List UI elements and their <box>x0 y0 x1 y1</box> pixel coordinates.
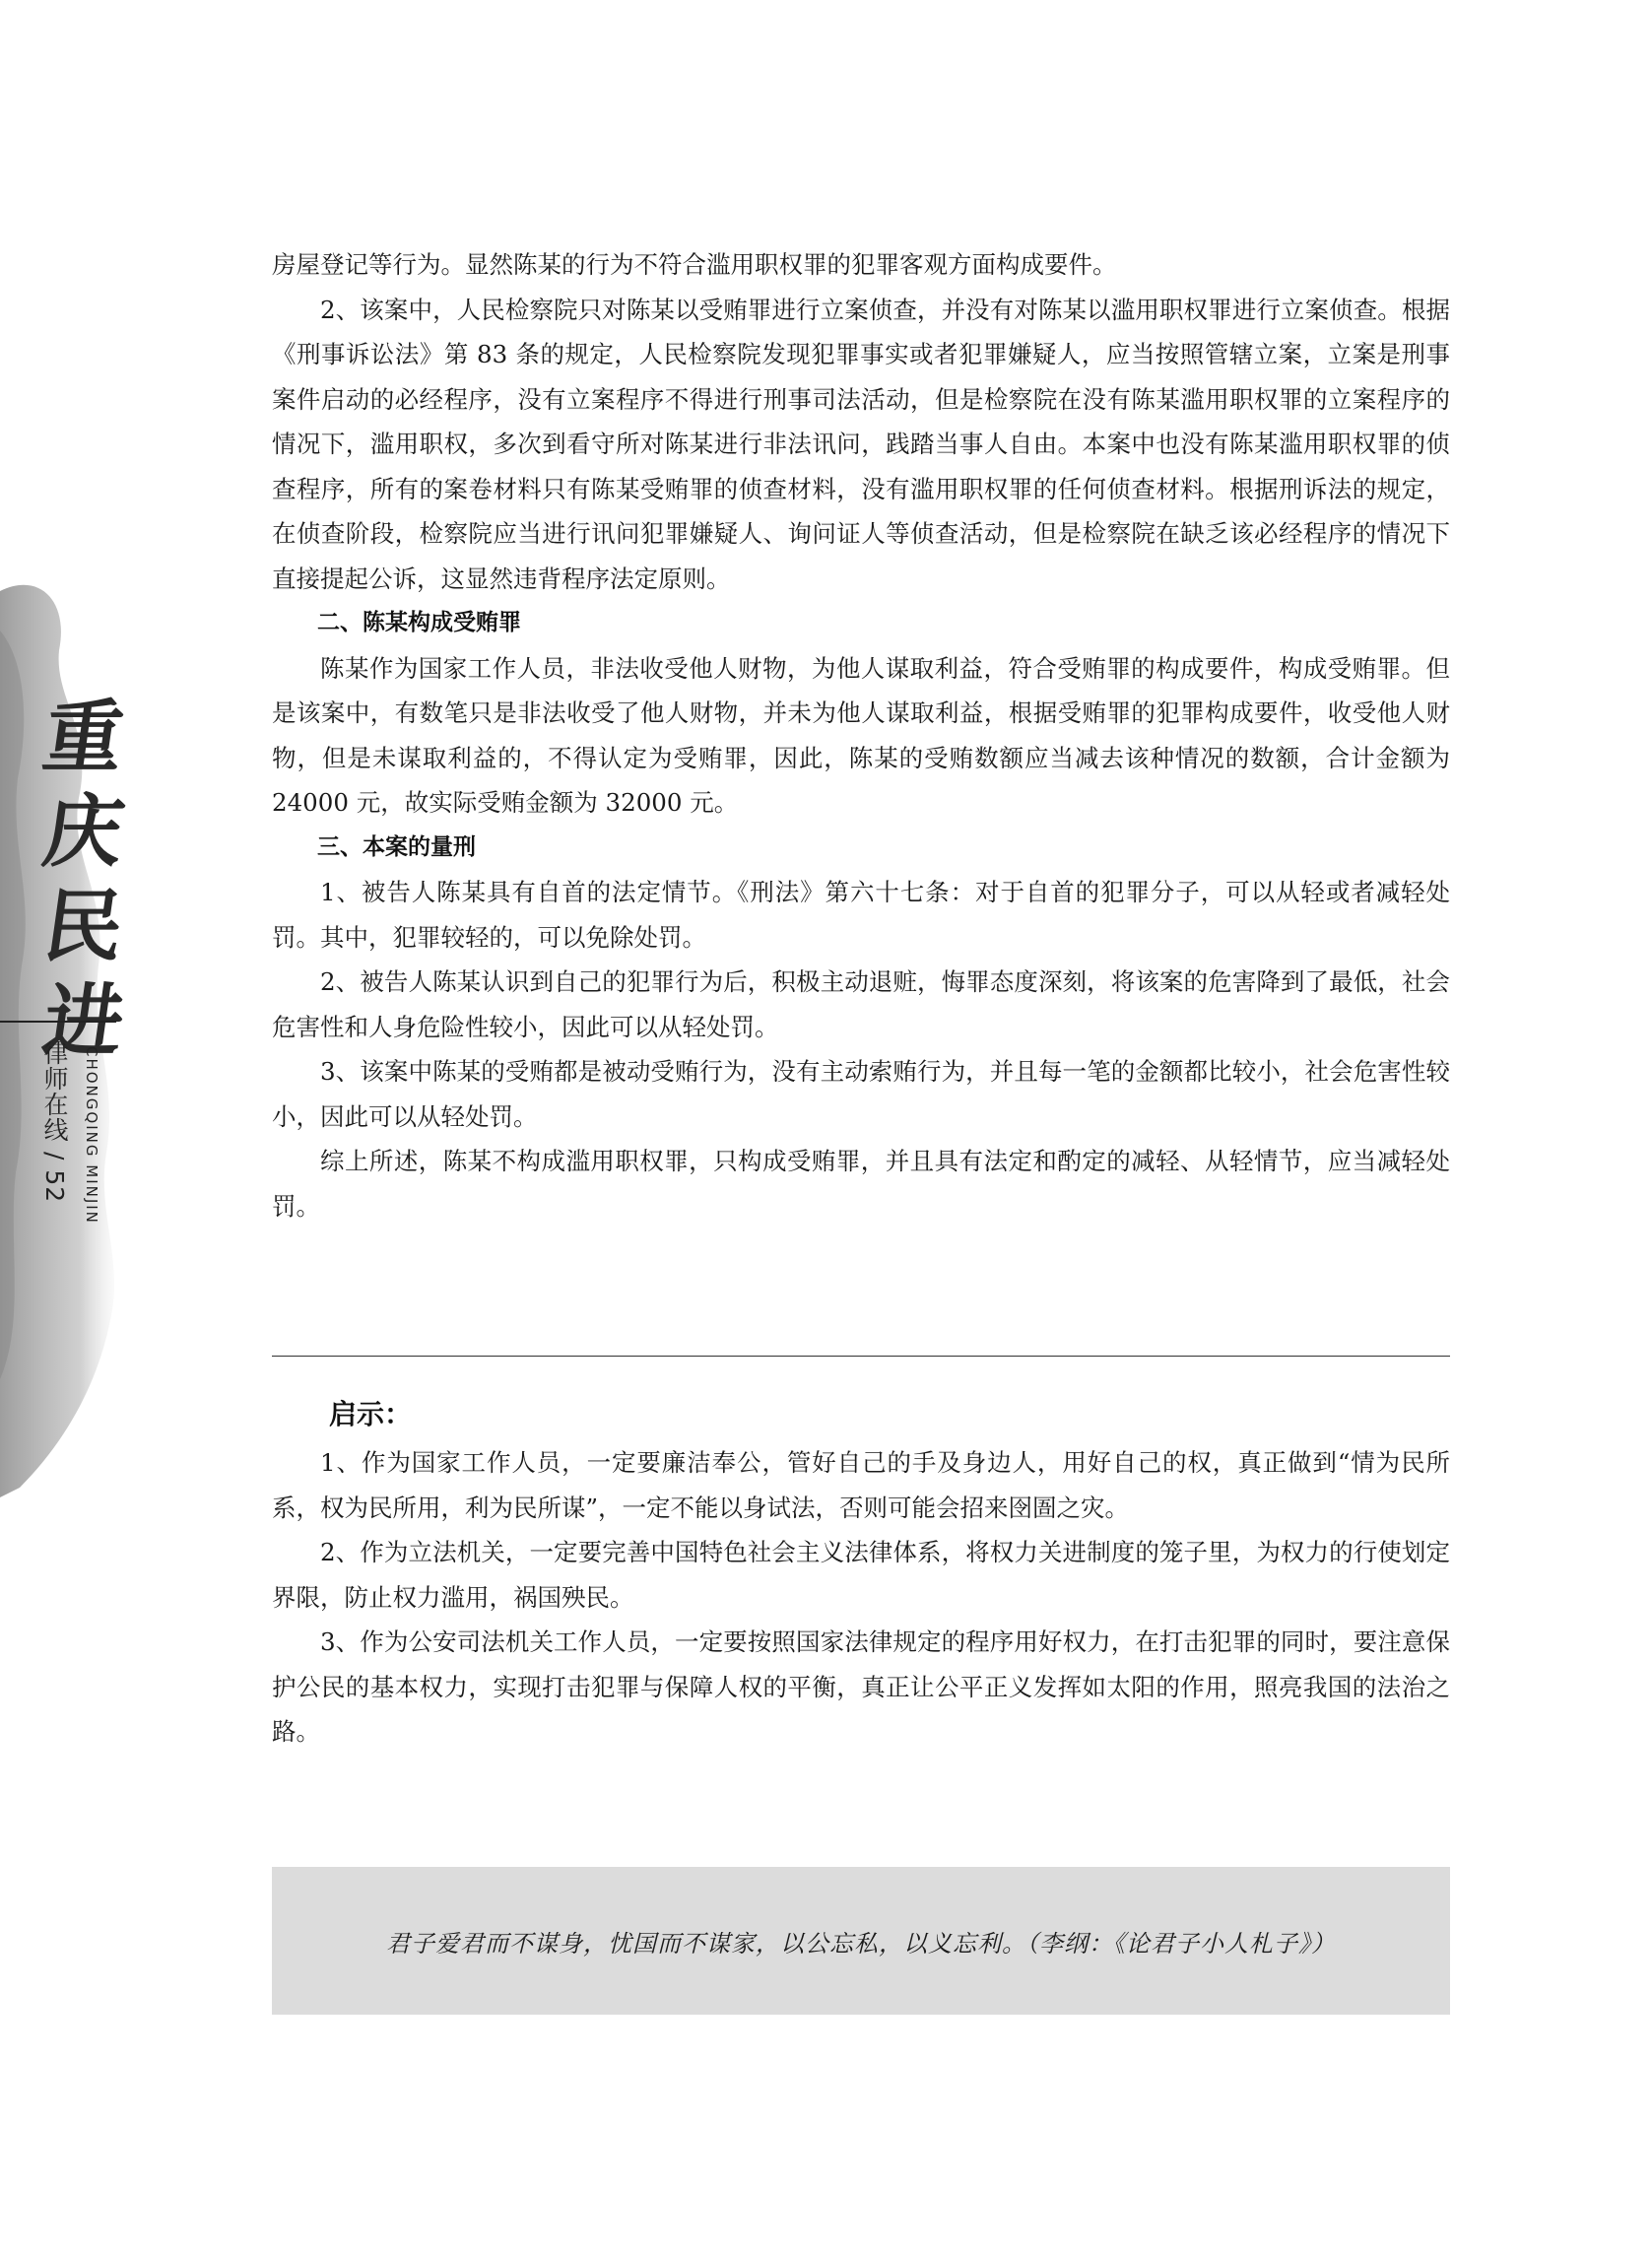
brand-char: 庆 <box>37 785 130 878</box>
paragraph: 2、该案中，人民检察院只对陈某以受贿罪进行立案侦查，并没有对陈某以滥用职权罪进行立案侦查。根据《刑事诉讼法》第 83 条的规定，人民检察院发现犯罪事实或者犯罪嫌疑人，应当按照管辖立案，立案是刑事案件启动的必经程序，没有立案程序不得进行刑事司法活动，但是检察院在没有陈某滥用职权罪的立案程序的情况下，滥用职权，多次到看守所对陈某进行非法讯问，践踏当事人自由。本案中也没有陈某滥用职权罪的侦查程序，所有的案卷材料只有陈某受贿罪的侦查材料，没有滥用职权罪的任何侦查材料。根据刑诉法的规定，在侦查阶段，检察院应当进行讯问犯罪嫌疑人、询问证人等侦查活动，但是检察院在缺乏该必经程序的情况下直接提起公诉，这显然违背程序法定原则。 <box>272 295 1450 593</box>
paragraph: 1、被告人陈某具有自首的法定情节。《刑法》第六十七条：对于自首的犯罪分子，可以从轻或者减轻处罚。其中，犯罪较轻的，可以免除处罚。 <box>272 878 1450 952</box>
section-heading: 二、陈某构成受贿罪 <box>317 610 521 635</box>
quote-text: 君子爱君而不谋身，忧国而不谋家，以公忘私，以义忘利。（李纲：《论君子小人札子》） <box>386 1929 1336 1958</box>
magazine-brand-calligraphy <box>30 690 138 1068</box>
insight-paragraph: 2、作为立法机关，一定要完善中国特色社会主义法律体系，将权力关进制度的笼子里，为权力的行使划定界限，防止权力滥用，祸国殃民。 <box>272 1538 1450 1612</box>
insight-paragraph: 1、作为国家工作人员，一定要廉洁奉公，管好自己的手及身边人，用好自己的权，真正做到“情为民所系，权为民所用，利为民所谋”，一定不能以身试法，否则可能会招来囹圄之灾。 <box>272 1448 1450 1522</box>
brand-char: 重 <box>37 691 130 783</box>
paragraph: 3、该案中陈某的受贿都是被动受贿行为，没有主动索贿行为，并且每一笔的金额都比较小，社会危害性较小，因此可以从轻处罚。 <box>272 1057 1450 1131</box>
paragraph: 综上所述，陈某不构成滥用职权罪，只构成受贿罪，并且具有法定和酌定的减轻、从轻情节，应当减轻处罚。 <box>272 1147 1450 1221</box>
paragraph: 房屋登记等行为。显然陈某的行为不符合滥用职权罪的犯罪客观方面构成要件。 <box>272 250 1117 279</box>
quote-box <box>272 1867 1450 2015</box>
section-heading: 三、本案的量刑 <box>317 833 476 860</box>
paragraph: 2、被告人陈某认识到自己的犯罪行为后，积极主动退赃，悔罪态度深刻，将该案的危害降到了最低，社会危害性和人身危险性较小，因此可以从轻处罚。 <box>272 967 1450 1041</box>
brand-pinyin: CHONGQING MINJIN <box>83 1046 100 1225</box>
insight-section <box>272 1395 1450 1755</box>
insight-paragraph: 3、作为公安司法机关工作人员，一定要按照国家法律规定的程序用好权力，在打击犯罪的同时，要注意保护公民的基本权力，实现打击犯罪与保障人权的平衡，真正让公平正义发挥如太阳的作用，照亮我国的法治之路。 <box>272 1627 1450 1746</box>
brand-divider <box>0 1021 116 1023</box>
section-page-label: 律师在线 / 52 <box>40 1040 69 1204</box>
paragraph: 陈某作为国家工作人员，非法收受他人财物，为他人谋取利益，符合受贿罪的构成要件，构成受贿罪。但是该案中，有数笔只是非法收受了他人财物，并未为他人谋取利益，根据受贿罪的犯罪构成要件，收受他人财物，但是未谋取利益的，不得认定为受贿罪，因此，陈某的受贿数额应当减去该种情况的数额，合计金额为 24000 元，故实际受贿金额为 32000 元。 <box>272 653 1450 817</box>
insight-title: 启示： <box>329 1398 413 1430</box>
article-body <box>272 242 1450 1228</box>
brand-char: 进 <box>37 974 130 1067</box>
brand-char: 民 <box>37 880 130 972</box>
section-divider <box>272 1356 1450 1357</box>
